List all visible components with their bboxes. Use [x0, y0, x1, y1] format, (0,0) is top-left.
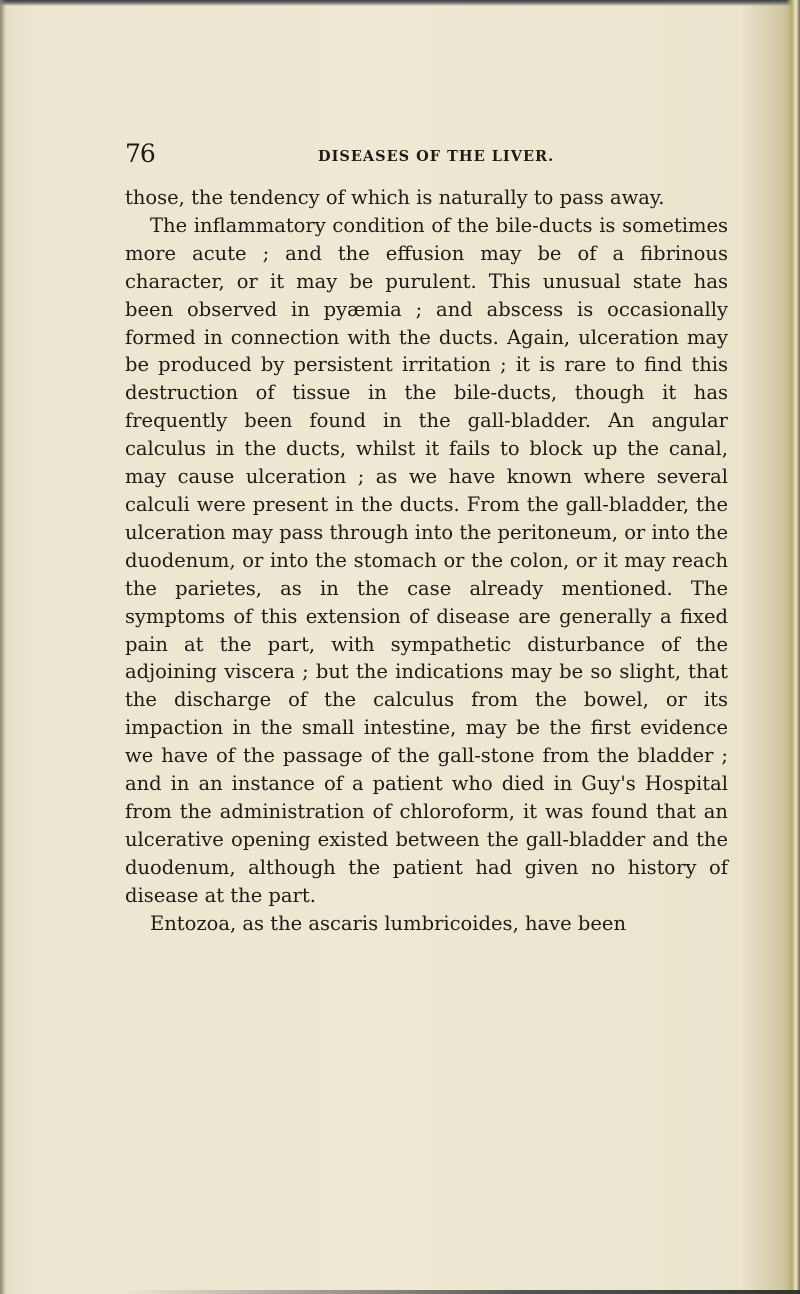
page-left-edge [0, 0, 6, 1294]
page-bottom-shadow [120, 1290, 800, 1294]
paragraph-entozoa: Entozoa, as the ascaris lumbricoides, have been [150, 911, 627, 935]
paragraph-inflammatory: The inflammatory condition of the bile-ducts is sometimes more acute ; and the effusion may be of a fibrinous character, or it may be purulent. This unusual state has been observed in pyæmia ; and abscess is occasionally formed in connection with the ducts. Again, ulceration may be produced by persistent irritation ; it is rare to find this destruction of tissue in the bile-ducts, though it has frequently been found in the gall-bladder. An angular calculus in the ducts, whilst it fails to block up the canal, may cause ulceration ; as we have known where several calculi were present in the ducts. From the gall-bladder, the ulceration may pass through into the peritoneum, or into the duodenum, or into the stomach or the colon, or it may reach the parietes, as in the case already mentioned. The symptoms of this extension of disease are generally a fixed pain at the part, with sympathetic disturbance of the adjoining viscera ; but the indications may be so slight, that the discharge of the calculus from the bowel, or its impaction in the small intestine, may be the first evidence we have of the passage of the gall-stone from the bladder ; and in an instance of a patient who died in Guy's Hospital from the administration of chloroform, it was found that an ulcerative opening existed between the gall-bladder and the duodenum, although the patient had given no history of disease at the part. [125, 213, 728, 907]
running-title: DISEASES OF THE LIVER. [318, 148, 555, 165]
page-top-edge [0, 0, 800, 6]
paragraph-continuation: those, the tendency of which is naturally to pass away. [125, 186, 665, 209]
page-number: 76 [125, 139, 155, 168]
page-right-edge [786, 0, 800, 1294]
page-header [125, 139, 750, 173]
body-text [125, 184, 728, 937]
